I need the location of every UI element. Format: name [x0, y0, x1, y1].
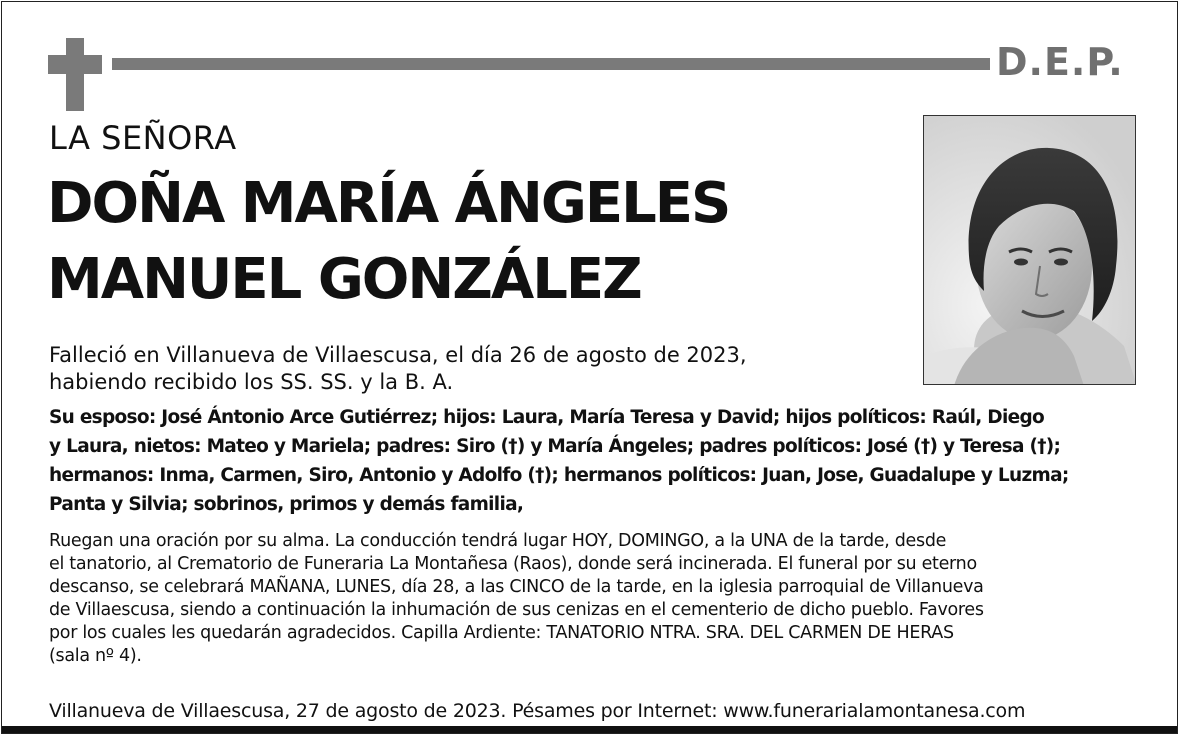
deceased-name: [47, 166, 729, 318]
family-line-1: Su esposo: José Ántonio Arce Gutiérrez; hijos: Laura, María Teresa y David; hijos políticos: Raúl, Diego: [49, 407, 1045, 428]
family-line-3: hermanos: Inma, Carmen, Siro, Antonio y Adolfo (†); hermanos políticos: Juan, Jose, Guadalupe y Luzma;: [49, 465, 1069, 486]
dep-label: D.E.P.: [996, 40, 1124, 84]
death-line-1: Falleció en Villanueva de Villaescusa, el día 26 de agosto de 2023,: [49, 343, 747, 367]
service-line-1: Ruegan una oración por su alma. La conducción tendrá lugar HOY, DOMINGO, a la UNA de la tarde, desde: [49, 531, 947, 551]
family-line-4: Panta y Silvia; sobrinos, primos y demás familia,: [49, 494, 524, 515]
service-details: [49, 530, 1139, 668]
bottom-border-bar: [2, 726, 1177, 733]
death-notice: [49, 342, 747, 396]
family-list: [49, 403, 1139, 519]
honorific-prefix: LA SEÑORA: [49, 119, 237, 157]
death-line-2: habiendo recibido los SS. SS. y la B. A.: [49, 370, 454, 394]
portrait-photo: [923, 115, 1136, 385]
header-rule: [112, 58, 990, 70]
name-line-1: DOÑA MARÍA ÁNGELES: [47, 171, 730, 236]
footer-place-date-web: Villanueva de Villaescusa, 27 de agosto de 2023. Pésames por Internet: www.funerarialamontanesa.com: [49, 700, 1026, 722]
service-line-3: descanso, se celebrará MAÑANA, LUNES, día 28, a las CINCO de la tarde, en la iglesia parroquial de Villanueva: [49, 577, 984, 597]
family-line-2: y Laura, nietos: Mateo y Mariela; padres: Siro (†) y María Ángeles; padres políticos: José (†) y Teresa (†);: [49, 436, 1061, 457]
service-line-4: de Villaescusa, siendo a continuación la inhumación de sus cenizas en el cementerio de dicho pueblo. Favores: [49, 600, 984, 620]
service-line-5: por los cuales les quedarán agradecidos. Capilla Ardiente: TANATORIO NTRA. SRA. DEL CARMEN DE HERAS: [49, 623, 954, 643]
cross-icon: [48, 38, 102, 111]
name-line-2: MANUEL GONZÁLEZ: [47, 247, 641, 312]
service-line-6: (sala nº 4).: [49, 646, 142, 666]
service-line-2: el tanatorio, al Crematorio de Funeraria La Montañesa (Raos), donde será incinerada. El funeral por su eterno: [49, 554, 977, 574]
obituary-card: [1, 1, 1178, 734]
